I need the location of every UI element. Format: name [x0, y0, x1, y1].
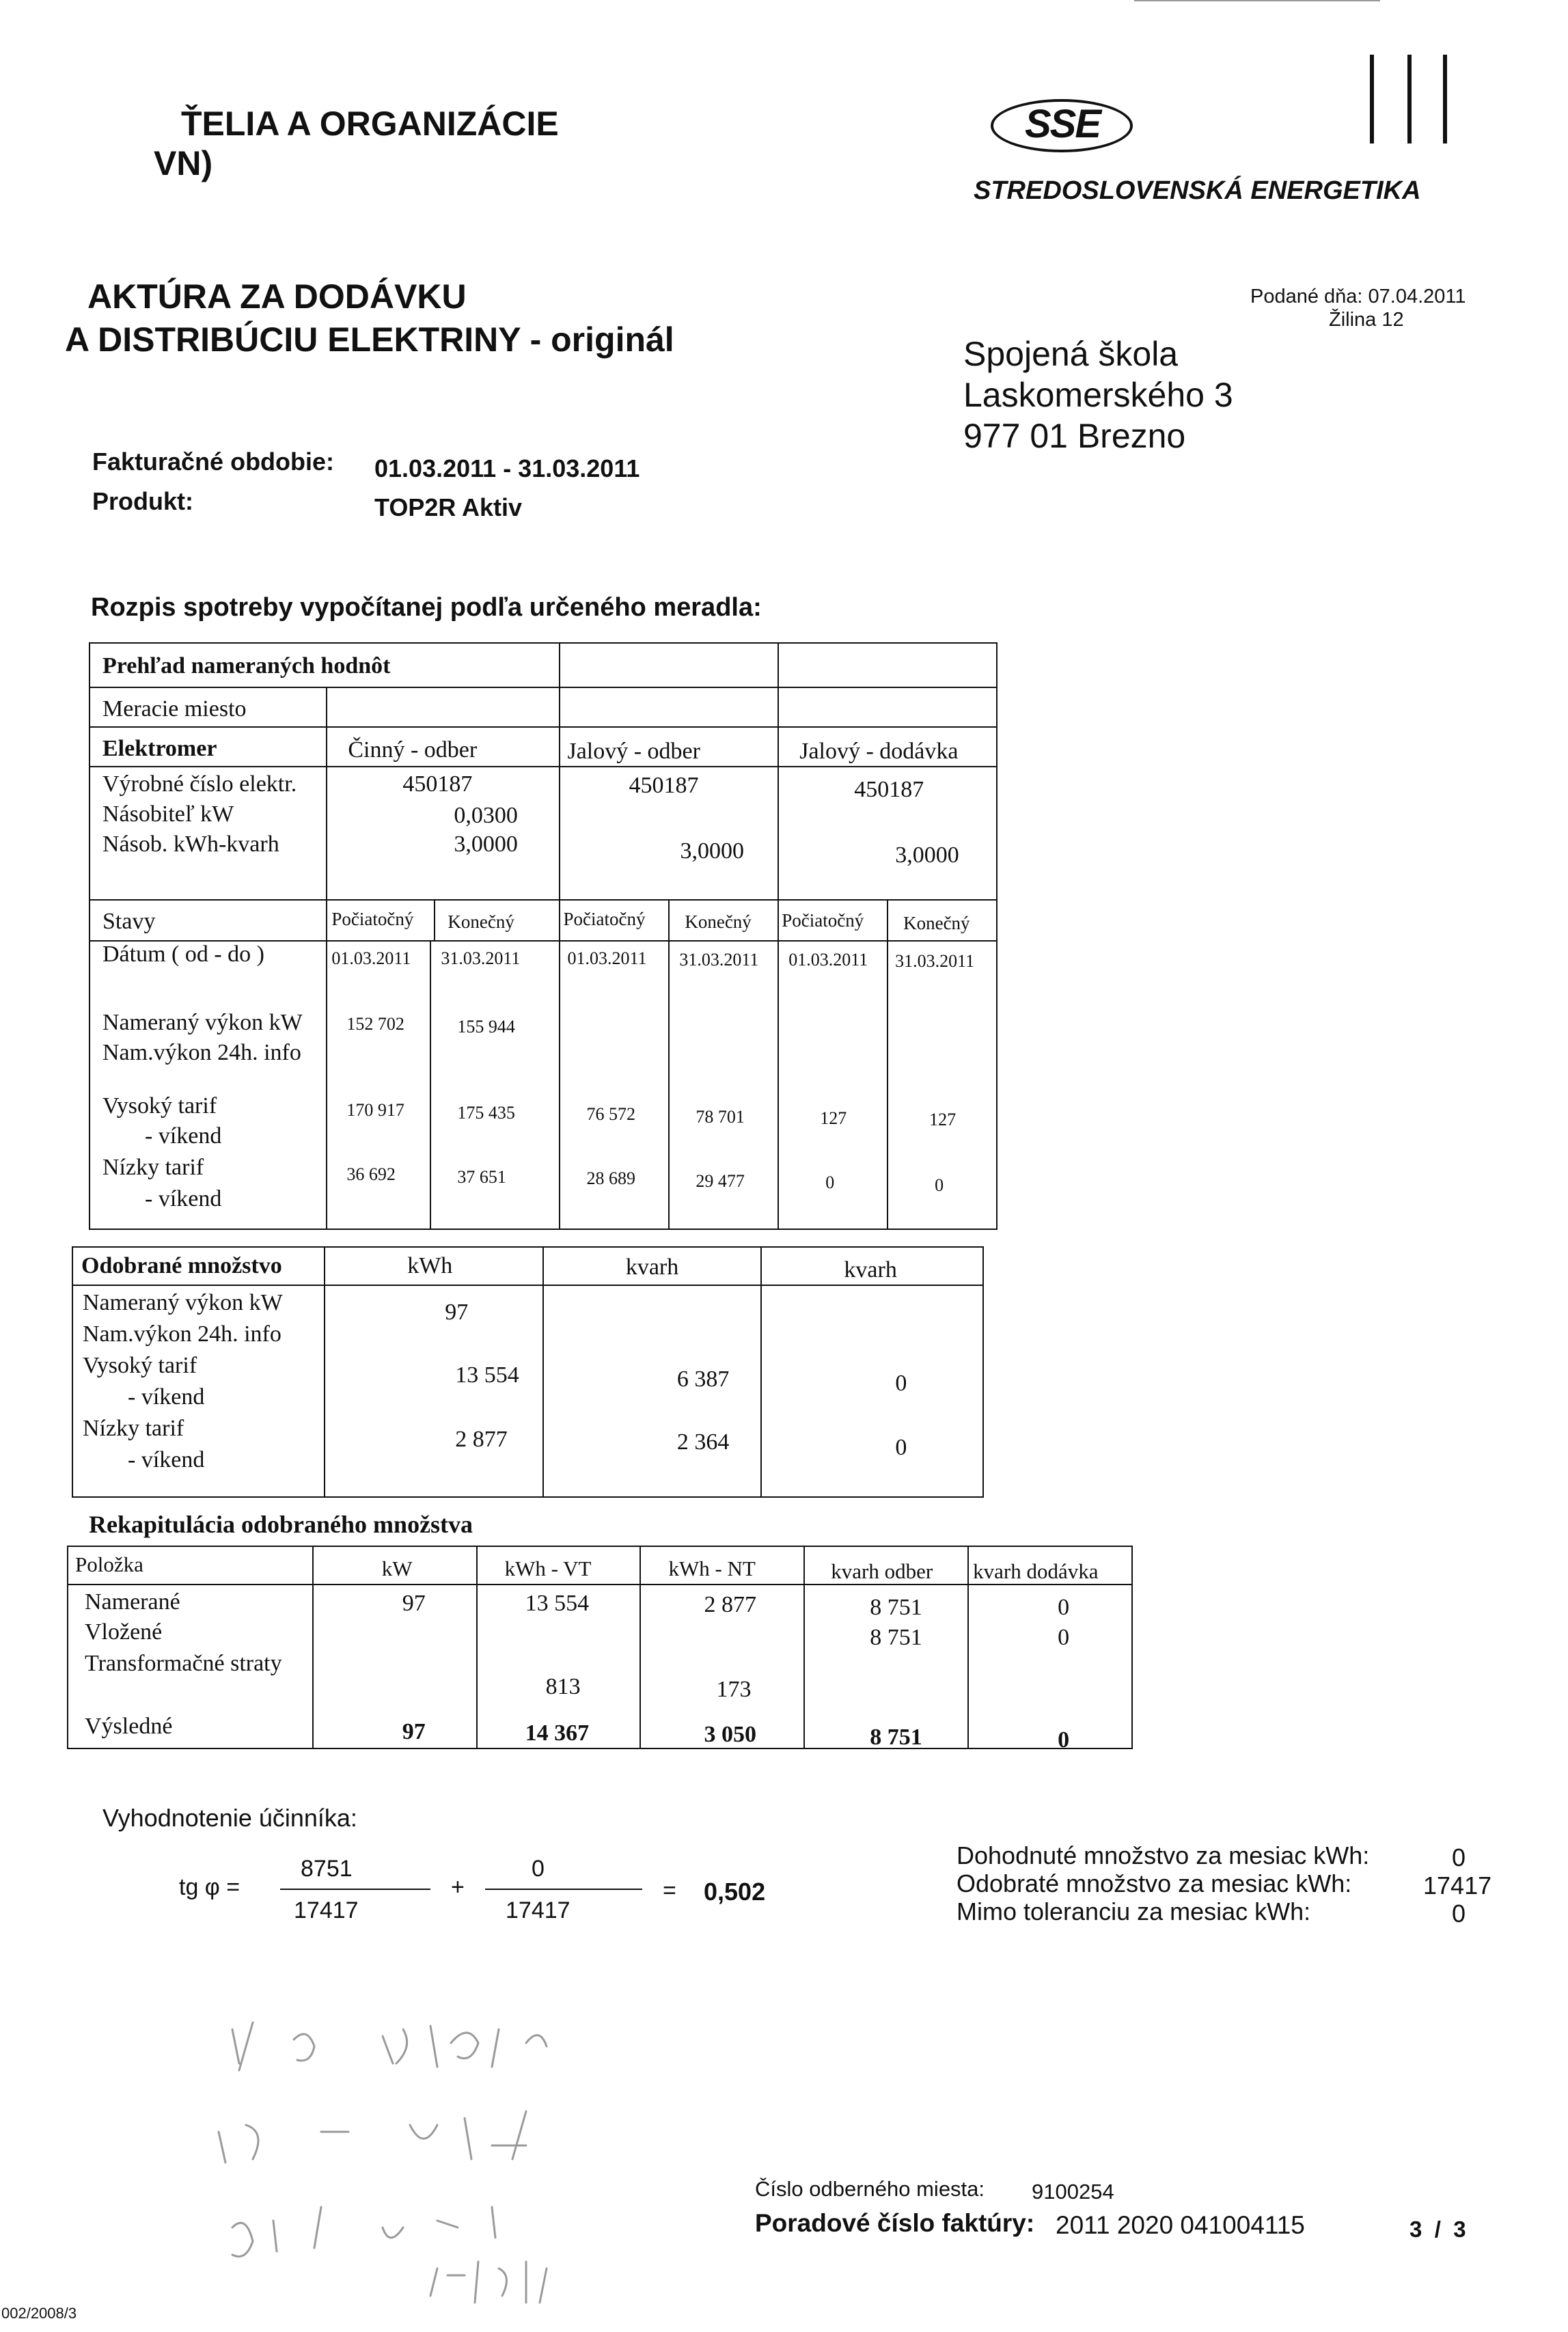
drawn-high-reactive: 6 387	[676, 1367, 730, 1392]
mult-kw-label: Násobiteľ kW	[102, 801, 234, 827]
drawn-low-supply: 0	[895, 1435, 907, 1460]
recap-header: kvarh dodávka	[973, 1559, 1099, 1583]
start-label: Počiatočný	[327, 901, 435, 940]
recap-table	[67, 1546, 1133, 1753]
fraction-line	[280, 1889, 430, 1890]
recap-value: 13 554	[525, 1591, 590, 1616]
company-name: STREDOSLOVENSKÁ ENERGETIKA	[974, 176, 1421, 205]
low-tariff-value: 28 689	[586, 1168, 635, 1188]
recap-value: 8 751	[870, 1595, 922, 1620]
weekend-label: - víkend	[128, 1447, 205, 1472]
unit-kwh: kWh	[407, 1253, 453, 1278]
power-factor-title: Vyhodnotenie účinníka:	[102, 1804, 357, 1832]
low-tariff-value: 36 692	[346, 1164, 396, 1184]
recipient-street: Laskomerského 3	[963, 376, 1233, 414]
agreed-value: 0	[1452, 1843, 1466, 1871]
recap-row-label: Vložené	[85, 1619, 163, 1645]
serial-active: 450187	[402, 771, 473, 797]
recap-total-value: 8 751	[870, 1725, 922, 1750]
date-from: 01.03.2011	[567, 948, 647, 968]
meter-label: Elektromer	[102, 736, 217, 761]
point-label: Číslo odberného miesta:	[755, 2177, 985, 2201]
drawn-high-supply: 0	[895, 1371, 907, 1396]
period-label: Fakturačné obdobie:	[92, 448, 335, 476]
meter-place-label: Meracie miesto	[102, 696, 247, 722]
product-label: Produkt:	[92, 487, 193, 515]
mult-kwh-reactive-draw: 3,0000	[680, 838, 744, 864]
serial-reactive-supply: 450187	[854, 777, 924, 802]
consumption-title: Rozpis spotreby vypočítanej podľa určeného meradla:	[91, 593, 762, 622]
drawn-label: Odobraté množstvo za mesiac kWh:	[957, 1869, 1352, 1897]
weekend-label: - víkend	[145, 1186, 222, 1211]
info24-label: Nam.výkon 24h. info	[83, 1321, 281, 1347]
recipient-name: Spojená škola	[963, 335, 1179, 373]
unit-kvarh: kvarh	[625, 1254, 679, 1280]
low-tariff-value: 29 477	[696, 1171, 745, 1191]
sse-logo-text: SSE	[1025, 102, 1101, 146]
recap-header: kW	[381, 1556, 413, 1580]
high-tariff-value: 127	[929, 1110, 957, 1129]
barcode-bar	[1443, 55, 1447, 143]
recap-value: 8 751	[870, 1625, 922, 1650]
high-tariff-label: Vysoký tarif	[83, 1353, 197, 1378]
mult-kwh-reactive-supply: 3,0000	[895, 842, 959, 868]
top-edge-line	[1134, 0, 1380, 1]
recap-total-value: 3 050	[704, 1722, 756, 1747]
product-value: TOP2R Aktiv	[374, 493, 523, 521]
invoice-title-1: AKTÚRA ZA DODÁVKU	[87, 277, 467, 316]
barcode-bar	[1370, 55, 1374, 143]
weekend-label: - víkend	[128, 1384, 205, 1410]
recap-value: 0	[1058, 1595, 1070, 1620]
serial-reactive-draw: 450187	[629, 773, 699, 798]
recap-header: kvarh odber	[831, 1559, 933, 1583]
org-line-2: VN)	[154, 144, 213, 182]
numerator-1: 8751	[301, 1856, 353, 1882]
recap-value: 173	[716, 1677, 752, 1702]
low-tariff-label: Nízky tarif	[102, 1155, 204, 1180]
high-tariff-label: Vysoký tarif	[102, 1093, 217, 1119]
low-tariff-value: 0	[825, 1172, 835, 1192]
high-tariff-value: 76 572	[586, 1104, 635, 1124]
invoice-number-label: Poradové číslo faktúry:	[755, 2209, 1035, 2237]
drawn-table	[72, 1246, 984, 1498]
recap-total-value: 0	[1058, 1727, 1070, 1753]
info24-label: Nam.výkon 24h. info	[102, 1040, 301, 1065]
denominator-1: 17417	[294, 1897, 359, 1923]
page-number: 3 / 3	[1409, 2217, 1466, 2242]
high-tariff-value: 170 917	[346, 1100, 404, 1120]
weekend-label: - víkend	[145, 1123, 222, 1149]
mult-kwh-active: 3,0000	[454, 832, 518, 857]
fraction-line	[485, 1889, 642, 1890]
start-label: Počiatočný	[563, 909, 646, 929]
drawn-high-active: 13 554	[455, 1362, 519, 1388]
invoice-title-2: A DISTRIBÚCIU ELEKTRINY - originál	[65, 320, 674, 359]
date-to: 31.03.2011	[895, 951, 975, 971]
handwriting-marks	[205, 2002, 683, 2330]
period-value: 01.03.2011 - 31.03.2011	[374, 454, 640, 482]
end-label: Konečný	[685, 911, 752, 932]
submitted-date	[1250, 286, 1466, 308]
col-header-active: Činný - odber	[348, 737, 478, 763]
power-factor-result: 0,502	[704, 1878, 766, 1906]
tolerance-value: 0	[1452, 1899, 1466, 1928]
mult-kw-active: 0,0300	[454, 803, 518, 828]
tolerance-label: Mimo toleranciu za mesiac kWh:	[957, 1897, 1311, 1925]
date-from: 01.03.2011	[788, 950, 868, 970]
invoice-number-value: 2011 2020 041004115	[1056, 2211, 1305, 2239]
high-tariff-value: 127	[820, 1108, 847, 1128]
recap-row-label: Namerané	[85, 1589, 180, 1615]
date-to: 31.03.2011	[679, 950, 759, 970]
start-label: Počiatočný	[782, 910, 864, 931]
overview-label: Prehľad nameraných hodnôt	[102, 653, 391, 678]
submitted-value: 07.04.2011	[1368, 286, 1466, 307]
measured-kw-start: 152 702	[346, 1014, 404, 1034]
equals-sign: =	[663, 1878, 676, 1904]
agreed-label: Dohodnuté množstvo za mesiac kWh:	[957, 1841, 1370, 1869]
end-label: Konečný	[903, 913, 970, 933]
recap-value: 813	[545, 1674, 581, 1699]
low-tariff-value: 37 651	[457, 1167, 506, 1187]
drawn-low-reactive: 2 364	[676, 1429, 730, 1455]
denominator-2: 17417	[506, 1897, 570, 1923]
states-label: Stavy	[102, 909, 156, 934]
recap-total-value: 97	[402, 1719, 426, 1744]
unit-kvarh: kvarh	[844, 1257, 897, 1282]
barcode-bar	[1407, 55, 1412, 143]
tg-label: tg φ =	[179, 1874, 240, 1900]
drawn-value: 17417	[1423, 1871, 1492, 1899]
high-tariff-value: 78 701	[696, 1107, 745, 1127]
serial-label: Výrobné číslo elektr.	[102, 771, 297, 797]
measured-kw-label: Nameraný výkon kW	[83, 1290, 283, 1315]
plus-sign: +	[451, 1874, 465, 1900]
measured-kw-end: 155 944	[457, 1017, 515, 1037]
drawn-measured-kw: 97	[445, 1300, 469, 1325]
point-value: 9100254	[1032, 2180, 1114, 2204]
recap-value: 0	[1058, 1625, 1070, 1650]
low-tariff-label: Nízky tarif	[83, 1416, 184, 1441]
col-header-reactive-supply: Jalový - dodávka	[799, 739, 959, 764]
end-label: Konečný	[448, 911, 514, 932]
agreed-labels	[957, 1841, 1369, 1925]
mult-kwh-label: Násob. kWh-kvarh	[102, 832, 279, 857]
recap-value: 97	[402, 1591, 426, 1616]
org-line-1: ŤELIA A ORGANIZÁCIE	[181, 105, 559, 143]
drawn-title: Odobrané množstvo	[81, 1253, 282, 1278]
date-from: 01.03.2011	[331, 948, 411, 968]
high-tariff-value: 175 435	[457, 1103, 515, 1123]
consumption-table	[89, 642, 998, 1230]
col-header-reactive-draw: Jalový - odber	[567, 739, 700, 764]
date-label: Dátum ( od - do )	[102, 942, 265, 967]
recap-total-label: Výsledné	[85, 1714, 173, 1739]
date-to: 31.03.2011	[441, 948, 521, 968]
recap-header: Položka	[75, 1552, 143, 1576]
measured-kw-label: Nameraný výkon kW	[102, 1010, 303, 1035]
recap-header: kWh - NT	[668, 1556, 756, 1580]
low-tariff-value: 0	[935, 1175, 944, 1195]
recipient-address	[963, 333, 1233, 456]
submitted-label: Podané dňa:	[1250, 286, 1363, 307]
drawn-low-active: 2 877	[455, 1427, 508, 1452]
recap-row-label: Transformačné straty	[85, 1651, 282, 1676]
recap-title: Rekapitulácia odobraného množstva	[89, 1511, 473, 1538]
branch: Žilina 12	[1329, 309, 1404, 331]
form-code: 002/2008/3	[1, 2305, 77, 2322]
recap-total-value: 14 367	[525, 1720, 590, 1746]
recap-value: 2 877	[704, 1592, 756, 1617]
recap-header: kWh - VT	[504, 1556, 592, 1580]
numerator-2: 0	[532, 1856, 545, 1882]
recipient-city: 977 01 Brezno	[963, 417, 1186, 455]
